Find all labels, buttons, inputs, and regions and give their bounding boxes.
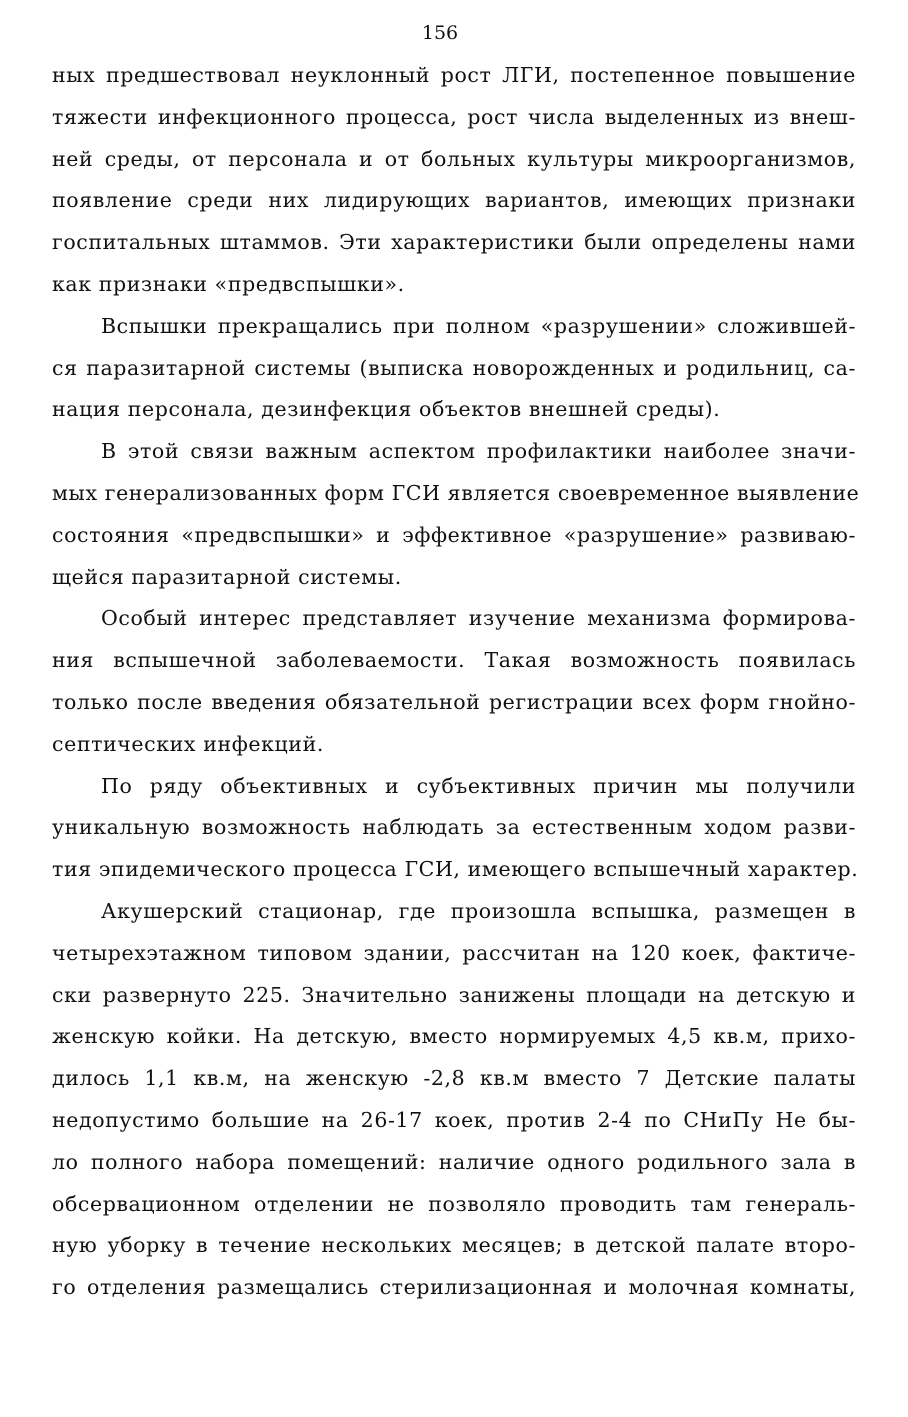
text-line: Вспышки прекращались при полном «разрушении» сложившей- (101, 313, 856, 338)
text-line: ся паразитарной системы (выписка новорожденных и родильниц, са- (52, 355, 856, 380)
text-line: ней среды, от персонала и от больных культуры микроорганизмов, (52, 146, 856, 171)
text-line: как признаки «предвспышки». (52, 271, 405, 296)
text-line: ски развернуто 225. Значительно занижены площади на детскую и (52, 982, 856, 1007)
text-line: тия эпидемического процесса ГСИ, имеющего вспышечный характер. (52, 857, 859, 882)
text-line: женскую койки. На детскую, вместо нормируемых 4,5 кв.м, прихо- (52, 1024, 856, 1049)
text-line: Акушерский стационар, где произошла вспышка, размещен в (101, 898, 856, 923)
text-line: нация персонала, дезинфекция объектов внешней среды). (52, 397, 721, 422)
text-line: щейся паразитарной системы. (52, 564, 402, 589)
text-line: Особый интерес представляет изучение механизма формирова- (101, 606, 856, 631)
text-line: септических инфекций. (52, 731, 324, 756)
text-line: ло полного набора помещений: наличие одного родильного зала в (52, 1149, 856, 1174)
text-line: ния вспышечной заболеваемости. Такая возможность появилась (52, 648, 856, 673)
text-line: четырехэтажном типовом здании, рассчитан на 120 коек, фактиче- (52, 940, 856, 965)
text-line: мых генерализованных форм ГСИ является своевременное выявление (52, 480, 860, 505)
text-line: только после введения обязательной регистрации всех форм гнойно- (52, 689, 856, 714)
text-line: ных предшествовал неуклонный рост ЛГИ, постепенное повышение (52, 63, 856, 87)
text-line: В этой связи важным аспектом профилактики наиболее значи- (101, 439, 856, 464)
text-line: обсервационном отделении не позволяло проводить там генераль- (52, 1191, 856, 1216)
text-line: появление среди них лидирующих вариантов, имеющих признаки (52, 188, 856, 213)
text-line: ную уборку в течение нескольких месяцев; в детской палате второ- (52, 1233, 856, 1258)
text-line: дилось 1,1 кв.м, на женскую -2,8 кв.м вместо 7 Детские палаты (52, 1066, 856, 1091)
text-line: госпитальных штаммов. Эти характеристики были определены нами (52, 230, 856, 255)
text-line: недопустимо большие на 26-17 коек, против 2-4 по СНиПу Не бы- (52, 1107, 856, 1132)
text-line: По ряду объективных и субъективных причин мы получили (101, 773, 856, 798)
body-text (52, 56, 860, 1310)
page-number: 156 (421, 22, 459, 44)
text-line: тяжести инфекционного процесса, рост числа выделенных из внеш- (52, 104, 856, 129)
text-line: уникальную возможность наблюдать за естественным ходом разви- (52, 815, 856, 840)
text-line: состояния «предвспышки» и эффективное «разрушение» развиваю- (52, 522, 856, 547)
text-line: го отделения размещались стерилизационная и молочная комнаты, (52, 1275, 856, 1300)
